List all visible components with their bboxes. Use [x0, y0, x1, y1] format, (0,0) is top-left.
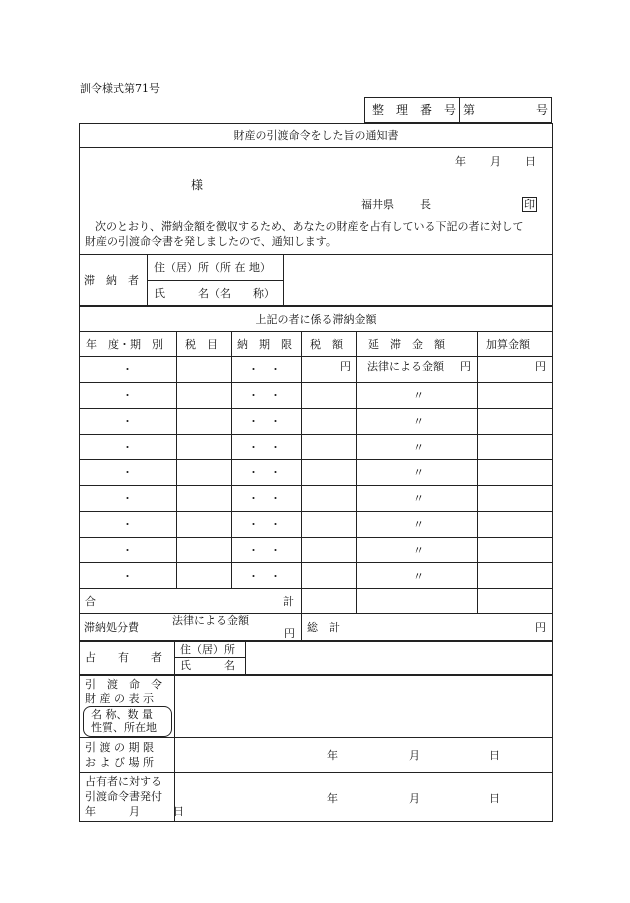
row-4-deadline-dots: ・ ・ [248, 441, 281, 454]
property-label-line-2: 財 産 の 表 示 [85, 692, 154, 705]
delivery-month: 月 [409, 749, 420, 762]
total-label: 合 計 [85, 595, 294, 608]
reference-prefix: 第 [463, 103, 476, 117]
row-1-tax-unit: 円 [340, 360, 351, 373]
addressee-suffix: 様 [191, 178, 204, 192]
body-text-line-2: 財産の引渡命令書を発しましたので、通知します。 [85, 235, 337, 248]
seal-mark: 印 [524, 198, 535, 211]
disposal-label: 滞納処分費 [84, 621, 139, 634]
occupant-label: 占 有 者 [85, 651, 162, 664]
row-6-year-dot: ・ [122, 492, 133, 505]
issued-year: 年 [327, 792, 338, 805]
col-tax-amount: 税 額 [310, 338, 343, 351]
form-number: 訓令様式第71号 [80, 82, 160, 95]
grand-total-label: 総 計 [307, 621, 340, 634]
row-8-deadline-dots: ・ ・ [248, 544, 281, 557]
row-1-deadline-dots: ・ ・ [248, 363, 281, 376]
date-day: 日 [525, 155, 536, 168]
row-1-delay-text: 法律による金額 [367, 360, 444, 373]
delivery-day: 日 [489, 749, 500, 762]
row-7-deadline-dots: ・ ・ [248, 518, 281, 531]
row-1-delay-unit: 円 [460, 360, 471, 373]
occupant-name-label: 氏 名 [180, 659, 235, 672]
delivery-label-line-2: お よ び 場 所 [85, 756, 154, 769]
row-1-addition-unit: 円 [535, 360, 546, 373]
col-year-period: 年 度・期 別 [86, 338, 163, 351]
issuer-title: 長 [420, 198, 431, 211]
property-label-line-3: 名 称、数 量 [91, 708, 153, 721]
date-year: 年 [455, 155, 466, 168]
row-2-year-dot: ・ [122, 389, 133, 402]
issuer-name: 福井県 [361, 198, 394, 211]
row-7-year-dot: ・ [122, 518, 133, 531]
row-8-year-dot: ・ [122, 544, 133, 557]
issued-day: 日 [489, 792, 500, 805]
delivery-label-line-1: 引 渡 の 期 限 [85, 741, 154, 754]
date-month: 月 [490, 155, 501, 168]
delinquent-label: 滞 納 者 [84, 274, 139, 287]
form-title: 財産の引渡命令をした旨の通知書 [233, 129, 399, 142]
row-5-deadline-dots: ・ ・ [248, 466, 281, 479]
row-5-ditto: 〃 [413, 466, 424, 479]
row-2-ditto: 〃 [413, 389, 424, 402]
col-deadline: 納 期 限 [237, 338, 292, 351]
reference-suffix: 号 [536, 103, 549, 117]
reference-number-label: 整 理 番 号 [372, 103, 457, 117]
col-addition-amount: 加算金額 [486, 338, 530, 351]
row-3-ditto: 〃 [413, 415, 424, 428]
col-tax-item: 税 目 [185, 338, 218, 351]
row-9-deadline-dots: ・ ・ [248, 570, 281, 583]
property-label-line-4: 性質、所在地 [91, 721, 157, 734]
row-9-year-dot: ・ [122, 570, 133, 583]
delinquent-address-label: 住（居）所（所 在 地） [154, 261, 271, 274]
row-4-ditto: 〃 [413, 441, 424, 454]
row-9-ditto: 〃 [413, 570, 424, 583]
occupant-address-label: 住（居）所 [180, 643, 235, 656]
grand-total-unit: 円 [535, 621, 546, 634]
amount-section-title: 上記の者に係る滞納金額 [255, 313, 377, 326]
row-6-deadline-dots: ・ ・ [248, 492, 281, 505]
row-3-year-dot: ・ [122, 415, 133, 428]
body-text-line-1: 次のとおり、滞納金額を徴収するため、あなたの財産を占有している下記の者に対して [95, 220, 524, 233]
delinquent-name-label: 氏 名（名 称） [154, 287, 275, 300]
issued-label-line-1: 占有者に対する [85, 775, 162, 788]
row-3-deadline-dots: ・ ・ [248, 415, 281, 428]
row-5-year-dot: ・ [122, 466, 133, 479]
disposal-unit: 円 [284, 627, 295, 640]
property-label-line-1: 引 渡 命 令 [85, 678, 162, 691]
row-8-ditto: 〃 [413, 544, 424, 557]
issued-month: 月 [409, 792, 420, 805]
delivery-year: 年 [327, 749, 338, 762]
disposal-legal-amount: 法律による金額 [172, 614, 249, 627]
row-6-ditto: 〃 [413, 492, 424, 505]
row-4-year-dot: ・ [122, 441, 133, 454]
col-delay-amount: 延 滞 金 額 [368, 338, 445, 351]
row-7-ditto: 〃 [413, 518, 424, 531]
row-2-deadline-dots: ・ ・ [248, 389, 281, 402]
row-1-year-dot: ・ [122, 363, 133, 376]
issued-label-line-3: 年 月 日 [85, 805, 184, 818]
issued-label-line-2: 引渡命令書発付 [85, 790, 162, 803]
